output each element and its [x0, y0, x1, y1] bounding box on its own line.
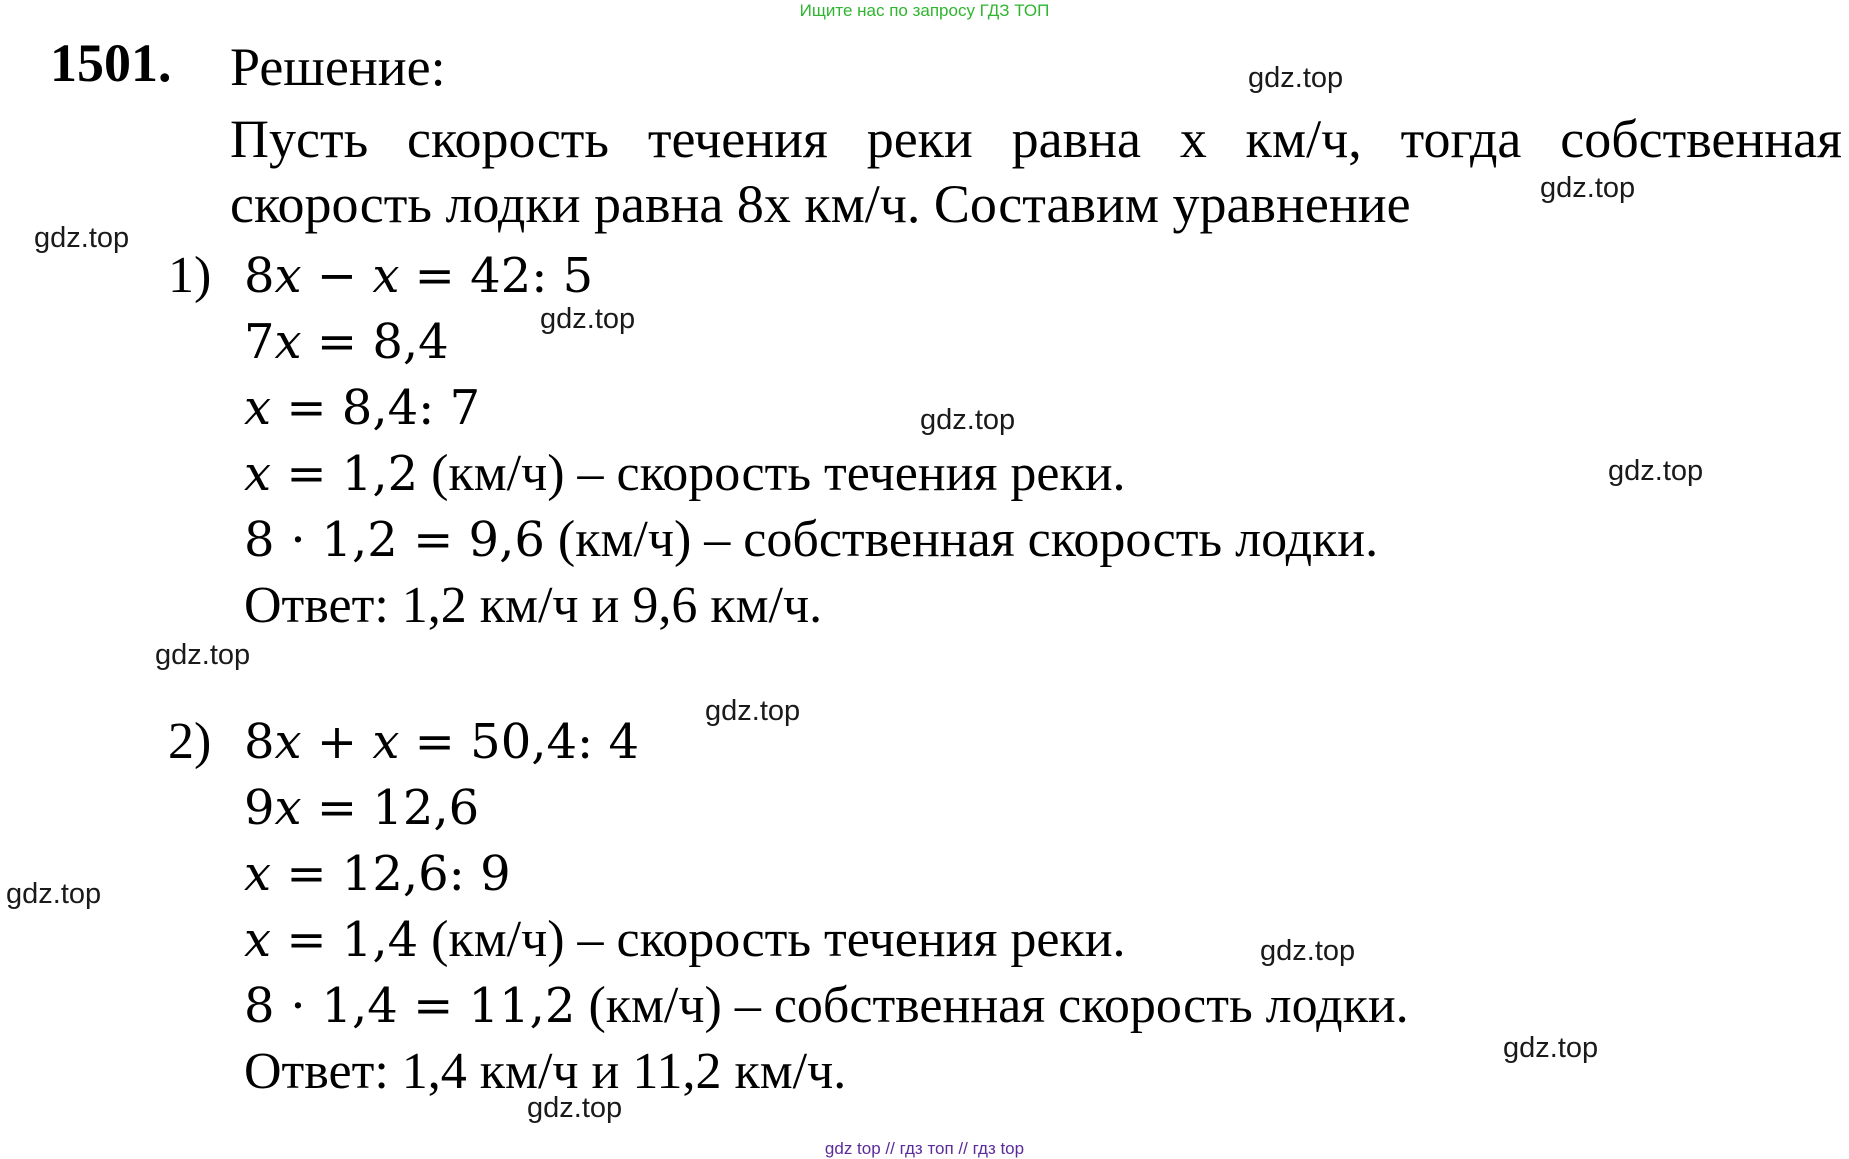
watermark: gdz.top: [920, 404, 1016, 436]
intro-line-2: скорость лодки равна 8х км/ч. Составим уравнение: [230, 174, 1411, 234]
intro-line-1: Пусть скорость течения реки равна х км/ч, тогда собственная: [230, 109, 1842, 169]
part1-equation-3: [244, 382, 480, 434]
part2-equation-4-text: (км/ч) – скорость течения реки.: [418, 911, 1126, 968]
watermark: gdz.top: [1248, 62, 1344, 94]
problem-number: 1501.: [50, 33, 172, 93]
watermark: gdz.top: [527, 1092, 623, 1124]
watermark: gdz.top: [540, 303, 636, 335]
footer-links-note: gdz top // гдз топ // гдз top: [824, 1139, 1025, 1158]
part2-equation-4-math: 𝑥 = 1,4: [244, 912, 419, 968]
part1-equation-2: [244, 316, 449, 368]
watermark: gdz.top: [1540, 172, 1636, 204]
part2-equation-4: [244, 911, 1126, 968]
part1-equation-5-math: 8 ⋅ 1,2 = 9,6: [244, 512, 545, 568]
solution-title: Решение:: [230, 37, 446, 97]
watermark: gdz.top: [6, 878, 102, 910]
part1-equation-4: [244, 445, 1126, 502]
watermark: gdz.top: [1260, 935, 1356, 967]
part2-equation-3-math: 𝑥 = 12,6: 9: [244, 846, 511, 902]
part2-answer: [244, 1043, 847, 1100]
part1-label: 1): [168, 247, 212, 304]
part1-equation-3-math: 𝑥 = 8,4: 7: [244, 380, 481, 436]
part2-equation-2: [244, 782, 479, 834]
part2-equation-5: [244, 977, 1409, 1034]
part1-equation-5: [244, 511, 1379, 568]
part2-label: 2): [168, 713, 212, 770]
part1-equation-2-math: 7𝑥 = 8,4: [244, 314, 449, 370]
watermark: gdz.top: [1503, 1032, 1599, 1064]
watermark: gdz.top: [705, 695, 801, 727]
part1-answer-text: Ответ: 1,2 км/ч и 9,6 км/ч.: [244, 577, 823, 634]
part1-equation-5-text: (км/ч) – собственная скорость лодки.: [544, 511, 1379, 568]
part2-equation-3: [244, 848, 511, 900]
watermark: gdz.top: [34, 222, 130, 254]
part2-equation-1: [244, 716, 639, 768]
part1-equation-4-text: (км/ч) – скорость течения реки.: [418, 445, 1126, 502]
part2-equation-2-math: 9𝑥 = 12,6: [244, 780, 480, 836]
part1-equation-1: [244, 250, 593, 302]
watermark: gdz.top: [155, 639, 251, 671]
header-search-note: Ищите нас по запросу ГДЗ ТОП: [799, 1, 1050, 20]
part2-answer-text: Ответ: 1,4 км/ч и 11,2 км/ч.: [244, 1043, 847, 1100]
part2-equation-5-math: 8 ⋅ 1,4 = 11,2: [244, 978, 576, 1034]
part1-answer: [244, 577, 823, 634]
part2-equation-5-text: (км/ч) – собственная скорость лодки.: [575, 977, 1409, 1034]
part2-equation-1-math: 8𝑥 + 𝑥 = 50,4: 4: [244, 714, 639, 770]
watermark: gdz.top: [1608, 455, 1704, 487]
part1-equation-1-math: 8𝑥 − 𝑥 = 42: 5: [244, 248, 594, 304]
part1-equation-4-math: 𝑥 = 1,2: [244, 446, 419, 502]
